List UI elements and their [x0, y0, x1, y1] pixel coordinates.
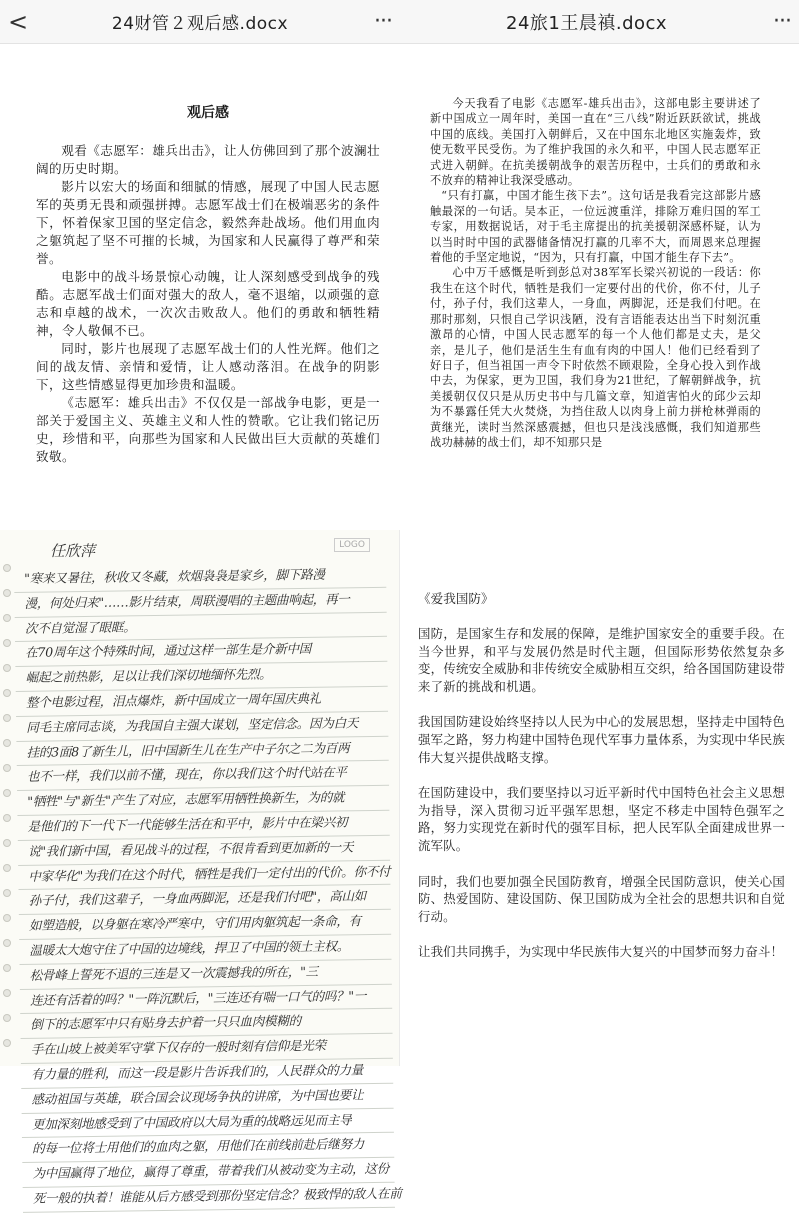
- binding-hole: [3, 1014, 11, 1022]
- binding-hole: [3, 589, 11, 597]
- binding-hole: [3, 689, 11, 697]
- notebook-brand-mark: LOGO: [334, 538, 370, 552]
- handwritten-line: 为中国赢得了地位，赢得了尊重，带着我们从被动变为主动，这份: [22, 1158, 394, 1188]
- handwritten-notebook-photo: [0, 530, 402, 1206]
- handwritten-line: 也不一样，我们以前不懂，现在，你以我们这个时代站在平: [17, 761, 389, 791]
- paragraph: 同时，影片也展现了志愿军战士们的人性光辉。他们之间的战友情、亲情和爱情，让人感动落泪。在战争的阴影下，这些情感显得更加珍贵和温暖。: [36, 341, 380, 392]
- essay-title: 《爱我国防》: [418, 591, 494, 606]
- handwritten-line: 温暖太大炮守住了中国的边境线，捍卫了中国的领土主权。: [19, 935, 391, 965]
- document-body: [400, 530, 799, 961]
- handwritten-line: 倒下的志愿军中只有贴身去护着一只只血肉模糊的: [20, 1009, 392, 1039]
- paragraph: 心中万千感慨是听到彭总对38军军长梁兴初说的一段话：你我生在这个时代，牺牲是我们一定要付出的代价，你不付，儿子付，孙子付，我们这辈人，一身血，两脚泥，还是我们付吧。在那时那刻，只恨自己学识浅陋，没有言语能表达出当下时刻沉重激昂的心情，中国人民志愿军的每一个人他们都是丈夫，是父亲，是儿子，他们是活生生有血有肉的中国人！他们已经看到了好日子，但当祖国一声令下时依然不顾艰险，全身心投入到作战中去，为保家，更为卫国，我们身为21世纪，了解朝鲜战争，抗美援朝仅仅只是从历史书中与几篇文章，知道害怕火的邱少云却为不暴露任凭大火焚烧，为挡住敌人以肉身上前力拼枪林弹雨的黄继光，读时当然深感震撼，但也只是浅浅感慨，我们知道那些战功赫赫的战士们，却不知那只是: [430, 266, 761, 449]
- doc-viewer-left: [0, 0, 400, 530]
- document-heading: 观后感: [187, 105, 229, 121]
- binding-hole: [3, 1039, 11, 1047]
- handwritten-line: 次不自觉湿了眼眶。: [15, 612, 387, 642]
- viewer-header: [0, 0, 400, 44]
- handwritten-lines: [14, 563, 402, 1213]
- binding-hole: [3, 989, 11, 997]
- essay-panel: [400, 530, 799, 1066]
- handwritten-line: 死一般的执着！谁能从后方感受到那份坚定信念？极致悍的敌人在前: [23, 1183, 395, 1213]
- more-options-icon[interactable]: ···: [773, 9, 791, 34]
- handwritten-line: 中家华化"为我们在这个时代，牺牲是我们一定付出的代价。你不付: [18, 860, 390, 890]
- handwritten-line: 在70周年这个特殊时间，通过这样一部生是介新中国: [15, 637, 387, 667]
- handwritten-line: 如塑造般，以身躯在寒冷严寒中，守们用肉躯筑起一条命，有: [19, 910, 391, 940]
- handwritten-line: 感动祖国与英雄，联合国会议现场争执的讲席，为中国也要让: [21, 1083, 393, 1113]
- paragraph: 今天我看了电影《志愿军-雄兵出击》，这部电影主要讲述了新中国成立一周年时，美国一直在“三八线”附近跃跃欲试，挑战中国的底线。美国打入朝鲜后，又在中国东北地区实施轰炸，致使无数平民受伤。为了维护我国的永久和平，中国人民志愿军正式进入朝鲜。在抗美援朝战争的艰苦历程中，士兵们的勇敢和永不放弃的精神让我深受感动。: [430, 97, 761, 188]
- binding-hole: [3, 914, 11, 922]
- paragraph: “只有打赢，中国才能生孩下去”。这句话是我看完这部影片感触最深的一句话。吴本正，一位远渡重洋，排除万难归国的军工专家，用数据说话，对于毛主席提出的抗美援朝深感杯疑，认为以当时时中国的武器储备情况打赢的几率不大，而周恩来总理握着他的手坚定地说，“因为，只有打赢，中国才能生存下去”。: [430, 189, 761, 265]
- binding-hole: [3, 614, 11, 622]
- handwritten-line: 整个电影过程，泪点爆炸，新中国成立一周年国庆典礼: [16, 687, 388, 717]
- document-body: [400, 44, 799, 450]
- handwritten-line: 连还有活着的吗？"一阵沉默后，"三连还有喘一口气的吗？"一: [20, 984, 392, 1014]
- binding-hole: [3, 764, 11, 772]
- handwritten-line: "牺牲"与"新生"产生了对应，志愿军用牺牲换新生，为的就: [17, 786, 389, 816]
- binding-hole: [3, 639, 11, 647]
- paragraph: 电影中的战斗场景惊心动魄，让人深刻感受到战争的残酷。志愿军战士们面对强大的敌人，毫不退缩，以顽强的意志和卓越的战术，一次次击败敌人。他们的勇敢和牺牲精神，令人敬佩不已。: [36, 269, 380, 338]
- binding-hole: [3, 564, 11, 572]
- paragraph: 《志愿军：雄兵出击》不仅仅是一部战争电影，更是一部关于爱国主义、英雄主义和人性的赞歌。它让我们铭记历史，珍惜和平，向那些为国家和人民做出巨大贡献的英雄们致敬。: [36, 395, 380, 464]
- more-options-icon[interactable]: ···: [374, 9, 392, 34]
- handwritten-line: 说"我们新中国，看见战斗的过程，不很肯看到更加新的一天: [18, 836, 390, 866]
- handwritten-line: 更加深刻地感受到了中国政府以大局为重的战略远见而主导: [22, 1108, 394, 1138]
- binding-hole: [3, 839, 11, 847]
- binding-hole: [3, 964, 11, 972]
- handwritten-line: 挂的3面8了新生儿，旧中国新生儿在生产中子尔之二为百两: [16, 736, 388, 766]
- back-arrow-icon[interactable]: <: [8, 7, 29, 36]
- paragraph: 国防，是国家生存和发展的保障，是维护国家安全的重要手段。在当今世界，和平与发展仍然是时代主题，但国际形势依然复杂多变，传统安全威胁和非传统安全威胁相互交织，给各国国防建设带来了新的挑战和机遇。: [418, 626, 785, 694]
- paragraph: 在国防建设中，我们要坚持以习近平新时代中国特色社会主义思想为指导，深入贯彻习近平强军思想，坚定不移走中国特色强军之路，努力实现党在新时代的强军目标，把人民军队全面建成世界一流军队。: [418, 785, 785, 853]
- handwritten-line: 松骨峰上誓死不退的三连是又一次震撼我的所在，"三: [20, 960, 392, 990]
- handwritten-line: 是他们的下一代下一代能够生活在和平中，影片中在梁兴初: [17, 811, 389, 841]
- paragraph: 观看《志愿军：雄兵出击》，让人仿佛回到了那个波澜壮阔的历史时期。: [36, 143, 380, 176]
- handwritten-line: 同毛主席同志谈，为我国自主强大谋划，坚定信念。因为白天: [16, 712, 388, 742]
- author-name: 任欣萍: [50, 542, 96, 560]
- binding-hole: [3, 939, 11, 947]
- document-body: [0, 44, 400, 466]
- binding-hole: [3, 864, 11, 872]
- document-title: 24旅1王晨禛.docx: [506, 12, 668, 34]
- binding-hole: [3, 664, 11, 672]
- document-title: 24财管２观后感.docx: [111, 14, 289, 34]
- paragraph: 同时，我们也要加强全民国防教育，增强全民国防意识，使关心国防、热爱国防、建设国防、保卫国防成为全社会的思想共识和自觉行动。: [418, 873, 785, 924]
- paragraph: 影片以宏大的场面和细腻的情感，展现了中国人民志愿军的英勇无畏和顽强拼搏。志愿军战士们在极端恶劣的条件下，怀着保家卫国的坚定信念，毅然奔赴战场。他们用血肉之躯筑起了坚不可摧的长城，为国家和人民赢得了尊严和荣誉。: [36, 179, 380, 266]
- binding-hole: [3, 789, 11, 797]
- doc-viewer-right: [400, 0, 799, 530]
- handwritten-line: 崛起之前热影，足以让我们深切地缅怀先烈。: [15, 662, 387, 692]
- paragraph: 我国国防建设始终坚持以人民为中心的发展思想，坚持走中国特色强军之路，努力构建中国特色现代军事力量体系，为实现中华民族伟大复兴提供战略支撑。: [418, 714, 785, 765]
- binding-hole: [3, 714, 11, 722]
- handwritten-line: 的每一位将士用他们的血肉之躯，用他们在前线前赴后继努力: [22, 1133, 394, 1163]
- binding-hole: [3, 739, 11, 747]
- paragraph: 让我们共同携手，为实现中华民族伟大复兴的中国梦而努力奋斗！: [418, 944, 784, 960]
- handwritten-line: "寒来又暑往，秋收又冬藏，炊烟袅袅是家乡，脚下路漫: [14, 563, 386, 593]
- handwritten-line: 手在山坡上被美军守掌下仅存的一般时刻有信仰是光荣: [21, 1034, 393, 1064]
- handwritten-line: 有力量的胜利，而这一段是影片告诉我们的，人民群众的力量: [21, 1059, 393, 1089]
- binding-hole: [3, 889, 11, 897]
- binding-hole: [3, 814, 11, 822]
- handwritten-line: 漫，何处归来"……影片结束，周联漫唱的主题曲响起，再一: [14, 588, 386, 618]
- handwritten-line: 孙子付，我们这辈子，一身血两脚泥，还是我们付吧"，高山如: [19, 885, 391, 915]
- viewer-header: [400, 0, 799, 44]
